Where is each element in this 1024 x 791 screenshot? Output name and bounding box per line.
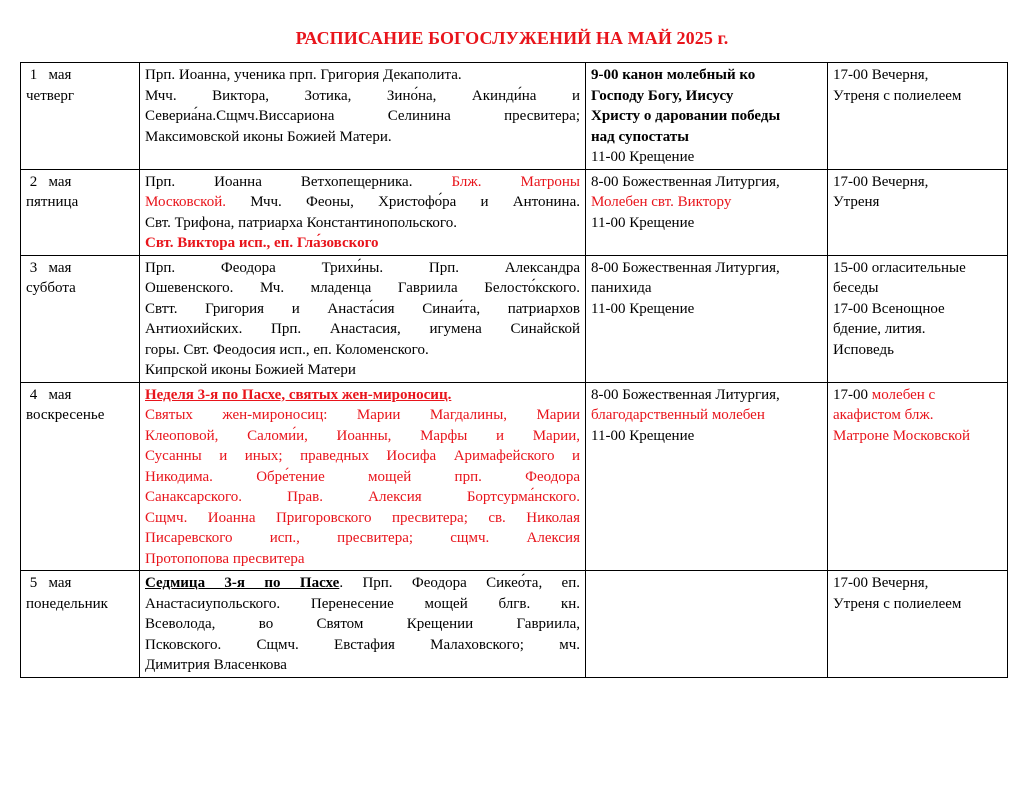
saints-line: Сусанны и иных; праведных Иосифа Аримафейского и xyxy=(145,448,580,464)
service-line: беседы xyxy=(833,280,879,296)
week-title: Седмица 3-я по Пасхе xyxy=(145,575,340,591)
service-line: Исповедь xyxy=(833,341,894,358)
saints-line-red: Свт. Виктора исп., еп. Гла́зовского xyxy=(145,235,379,251)
day-number: 4 xyxy=(29,386,38,403)
saints-line: Антиохийских. Прп. Анастасия, игумена Синайской xyxy=(145,321,580,337)
service-line: 8-00 Божественная Литургия, xyxy=(591,173,780,190)
service-line: Утреня xyxy=(833,194,880,210)
month-label: мая xyxy=(48,67,72,83)
service-line: 11-00 Крещение xyxy=(591,300,695,317)
morning-services-cell xyxy=(586,169,828,255)
service-line-red: акафистом блж. xyxy=(833,407,934,423)
saints-line: Клеоповой, Саломи́и, Иоанны, Марфы и Марии, xyxy=(145,427,580,444)
date-cell xyxy=(21,382,140,571)
service-line: панихида xyxy=(591,280,652,296)
service-line: 11-00 Крещение xyxy=(591,149,695,165)
service-line: 17-00 Вечерня, xyxy=(833,67,929,83)
saints-line: Прп. Феодора Трихи́ны. Прп. Александра xyxy=(145,259,580,276)
evening-services-cell xyxy=(828,571,1008,678)
service-line: бдение, лития. xyxy=(833,321,926,337)
service-line: 11-00 Крещение xyxy=(591,427,695,444)
saints-line: Кипрской иконы Божией Матери xyxy=(145,362,356,378)
saints-cell xyxy=(140,169,586,255)
saints-line: Анастасиупольского. Перенесение мощей блгв. кн. xyxy=(145,595,580,612)
month-label: мая xyxy=(48,386,72,403)
service-line-red: Молебен свт. Виктору xyxy=(591,194,732,210)
weekday-label: понедельник xyxy=(26,595,108,612)
weekday-label: воскресенье xyxy=(26,407,105,423)
service-line-red: благодарственный молебен xyxy=(591,407,765,423)
saints-line-red: Блж. Матроны xyxy=(451,173,580,190)
saints-line: Димитрия Власенкова xyxy=(145,657,287,673)
service-line: Христу о даровании победы xyxy=(591,108,781,124)
schedule-table xyxy=(20,62,1008,678)
page-title: РАСПИСАНИЕ БОГОСЛУЖЕНИЙ НА МАЙ 2025 г. xyxy=(295,28,729,48)
saints-cell xyxy=(140,255,586,382)
saints-line: Севериа́на.Сщмч.Виссариона Селинина пресвитера; xyxy=(145,108,580,124)
date-cell xyxy=(21,169,140,255)
weekday-label: пятница xyxy=(26,194,79,210)
saints-line: Мчч. Феоны, Христофо́ра и Антонина. xyxy=(250,194,580,210)
table-row xyxy=(21,571,1008,678)
month-label: мая xyxy=(48,173,72,190)
day-number: 2 xyxy=(29,173,38,190)
evening-services-cell xyxy=(828,63,1008,170)
saints-line: Никодима. Обре́тение мощей прп. Феодора xyxy=(145,468,580,485)
day-number: 3 xyxy=(29,259,38,276)
weekday-label: суббота xyxy=(26,280,76,296)
saints-line: Прп. Иоанна Ветхопещерника. xyxy=(145,173,413,190)
service-line: над супостаты xyxy=(591,128,689,145)
saints-line: горы. Свт. Феодосия исп., еп. Коломенского. xyxy=(145,341,429,358)
saints-line: Ошевенского. Мч. младенца Гавриила Белосто́кского. xyxy=(145,280,580,296)
service-line: Утреня с полиелеем xyxy=(833,87,962,104)
date-cell xyxy=(21,255,140,382)
service-line-red: молебен с xyxy=(871,386,936,403)
saints-line: Протопопова пресвитера xyxy=(145,550,305,567)
service-line-red: Матроне Московской xyxy=(833,427,971,444)
saints-line: Мчч. Виктора, Зотика, Зино́на, Акинди́на и xyxy=(145,87,580,104)
morning-services-cell xyxy=(586,571,828,678)
saints-line: Максимовской иконы Божией Матери. xyxy=(145,128,392,145)
saints-line: Санаксарского. Прав. Алексия Бортсурма́нского. xyxy=(145,489,580,505)
saints-cell xyxy=(140,382,586,571)
saints-line: Всеволода, во Святом Крещении Гавриила, xyxy=(145,616,580,632)
service-line: 9-00 канон молебный ко xyxy=(591,67,756,83)
service-line: Утреня с полиелеем xyxy=(833,595,962,612)
date-cell xyxy=(21,63,140,170)
day-number: 5 xyxy=(29,575,38,591)
saints-line: Писаревского исп., пресвитера; сщмч. Алексия xyxy=(145,530,580,546)
service-line: 17-00 Вечерня, xyxy=(833,173,929,190)
saints-line: Сщмч. Иоанна Пригоровского пресвитера; св. Николая xyxy=(145,509,580,526)
table-row xyxy=(21,169,1008,255)
service-line: 17-00 Вечерня, xyxy=(833,575,929,591)
service-line: 17-00 Всенощное xyxy=(833,300,945,317)
weekday-label: четверг xyxy=(26,87,75,104)
evening-services-cell xyxy=(828,169,1008,255)
month-label: мая xyxy=(48,575,72,591)
morning-services-cell xyxy=(586,63,828,170)
day-number: 1 xyxy=(29,67,38,83)
service-line: 11-00 Крещение xyxy=(591,214,695,231)
service-line: 8-00 Божественная Литургия, xyxy=(591,386,780,403)
morning-services-cell xyxy=(586,382,828,571)
evening-services-cell xyxy=(828,382,1008,571)
date-cell xyxy=(21,571,140,678)
saints-cell xyxy=(140,63,586,170)
month-label: мая xyxy=(48,259,72,276)
saints-line: Прп. Иоанна, ученика прп. Григория Декаполита. xyxy=(145,67,462,83)
table-row xyxy=(21,63,1008,170)
saints-line: Псковского. Сщмч. Евстафия Малаховского; мч. xyxy=(145,636,580,653)
saints-line: Свт. Трифона, патриарха Константинопольского. xyxy=(145,214,457,231)
table-row xyxy=(21,382,1008,571)
saints-line: Святых жен-мироносиц: Марии Магдалины, Марии xyxy=(145,407,580,423)
service-line: Господу Богу, Иисусу xyxy=(591,87,734,104)
service-line: 8-00 Божественная Литургия, xyxy=(591,259,780,276)
saints-line-red: Московской. xyxy=(145,194,226,210)
saints-cell xyxy=(140,571,586,678)
feast-title: Неделя 3-я по Пасхе, святых жен-мироносиц. xyxy=(145,386,452,403)
evening-services-cell xyxy=(828,255,1008,382)
saints-line: Свтт. Григория и Анаста́сия Синаи́та, патриархов xyxy=(145,300,580,317)
service-line: 15-00 огласительные xyxy=(833,259,966,276)
service-time: 17-00 xyxy=(833,386,868,403)
table-row xyxy=(21,255,1008,382)
saints-line: . Прп. Феодора Сикео́та, еп. xyxy=(339,575,580,591)
morning-services-cell xyxy=(586,255,828,382)
